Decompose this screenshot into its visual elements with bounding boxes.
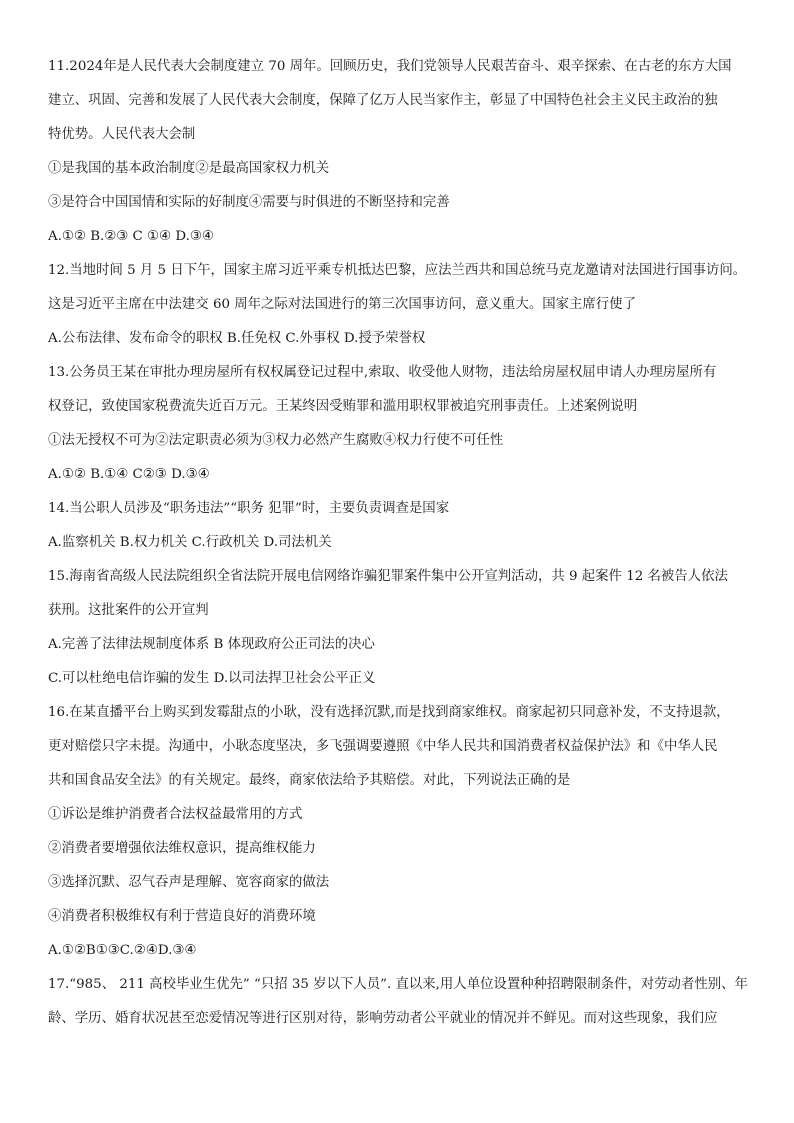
question-text-line: 建立、巩固、完善和发展了人民代表大会制度，保障了亿万人民当家作主，彰显了中国特色社会主义民主政治的独 [48, 93, 718, 108]
question-text-line: 12.当地时间 5 月 5 日下午，国家主席习近平乘专机抵达巴黎，应法兰西共和国总统马克龙邀请对法国进行国事访问。 [48, 263, 747, 278]
question-text-line: 13.公务员王某在审批办理房屋所有权权属登记过程中,索取、收受他人财物，违法给房屋权屈申请人办理房屋所有 [48, 365, 717, 380]
question-text-line: 特优势。人民代表大会制 [48, 127, 196, 142]
answer-options: C.可以杜绝电信诈骗的发生 D.以司法捍卫社会公平正义 [48, 671, 376, 686]
question-text-line: 共和国食品安全法》的有关规定。最终，商家依法给予其赔偿。对此，下列说法正确的是 [48, 773, 571, 788]
question-15 [48, 567, 758, 689]
statement-line: ①诉讼是维护消费者合法权益最常用的方式 [48, 807, 303, 822]
question-text-line: 这是习近平主席在中法建交 60 周年之际对法国进行的第三次国事访问，意义重大。国家主席行使了 [48, 297, 636, 312]
answer-options: A.公布法律、发布命令的职权 B.任免权 C.外事权 D.授予荣誉权 [48, 331, 426, 346]
question-16 [48, 703, 758, 961]
answer-options: A.监察机关 B.权力机关 C.行政机关 D.司法机关 [48, 535, 332, 550]
statement-line: ②消费者要增强依法维权意识，提高维权能力 [48, 841, 316, 856]
answer-options: A.①② B.②③ C ①④ D.③④ [48, 229, 214, 244]
question-17 [48, 975, 758, 1029]
question-text-line: 获刑。这批案件的公开宣判 [48, 603, 209, 618]
question-text-line: 11.2024年是人民代表大会制度建立 70 周年。回顾历史，我们党领导人民艰苦奋斗、艰辛探索、在古老的东方大国 [48, 59, 732, 74]
question-13 [48, 363, 758, 485]
question-11 [48, 57, 758, 247]
statement-line: ④消费者积极维权有利于营造良好的消费环境 [48, 909, 316, 924]
question-text-line: 龄、学历、婚育状况甚至恋爱情况等进行区别对待，影响劳动者公平就业的情况并不鲜见。而对这些现象，我们应 [48, 1011, 718, 1026]
question-text-line: 权登记，致使国家税费流失近百万元。王某终因受贿罪和滥用职权罪被追究刑事责任。上述案例说明 [48, 399, 638, 414]
question-text-line: 14.当公职人员涉及“职务违法”“职务 犯罪”时，主要负责调查是国家 [48, 501, 450, 516]
statement-line: ③是符合中国国情和实际的好制度④需要与时俱进的不断坚持和完善 [48, 195, 450, 210]
answer-options: A.①②B①③C.②④D.③④ [48, 943, 197, 958]
statement-line: ①是我国的基本政治制度②是最高国家权力机关 [48, 161, 330, 176]
statement-line: ③选择沉默、忍气吞声是理解、宽容商家的做法 [48, 875, 330, 890]
question-12 [48, 261, 758, 349]
question-text-line: 更对赔偿只字未提。沟通中，小耿态度坚决，多飞强调要遵照《中华人民共和国消费者权益保护法》和《中华人民 [48, 739, 718, 754]
question-14 [48, 499, 758, 553]
statement-line: ①法无授权不可为②法定职责必须为③权力必然产生腐败④权力行使不可任性 [48, 433, 504, 448]
question-text-line: 15.海南省高级人民法院组织全省法院开展电信网络诈骗犯罪案件集中公开宣判活动，共 9 起案件 12 名被告人依法 [48, 569, 728, 584]
question-text-line: 17.“985、 211 高校毕业生优先” “只招 35 岁以下人员”. 直以来,用人单位设置种种招聘限制条件，对劳动者性别、年 [48, 977, 748, 992]
document-page [48, 57, 758, 1029]
answer-options: A.完善了法律法规制度体系 B 体现政府公正司法的决心 [48, 637, 375, 652]
question-text-line: 16.在某直播平台上购买到发霉甜点的小耿，没有选择沉默,而是找到商家维权。商家起初只同意补发，不支持退款， [48, 705, 730, 720]
answer-options: A.①② B.①④ C②③ D.③④ [48, 467, 210, 482]
